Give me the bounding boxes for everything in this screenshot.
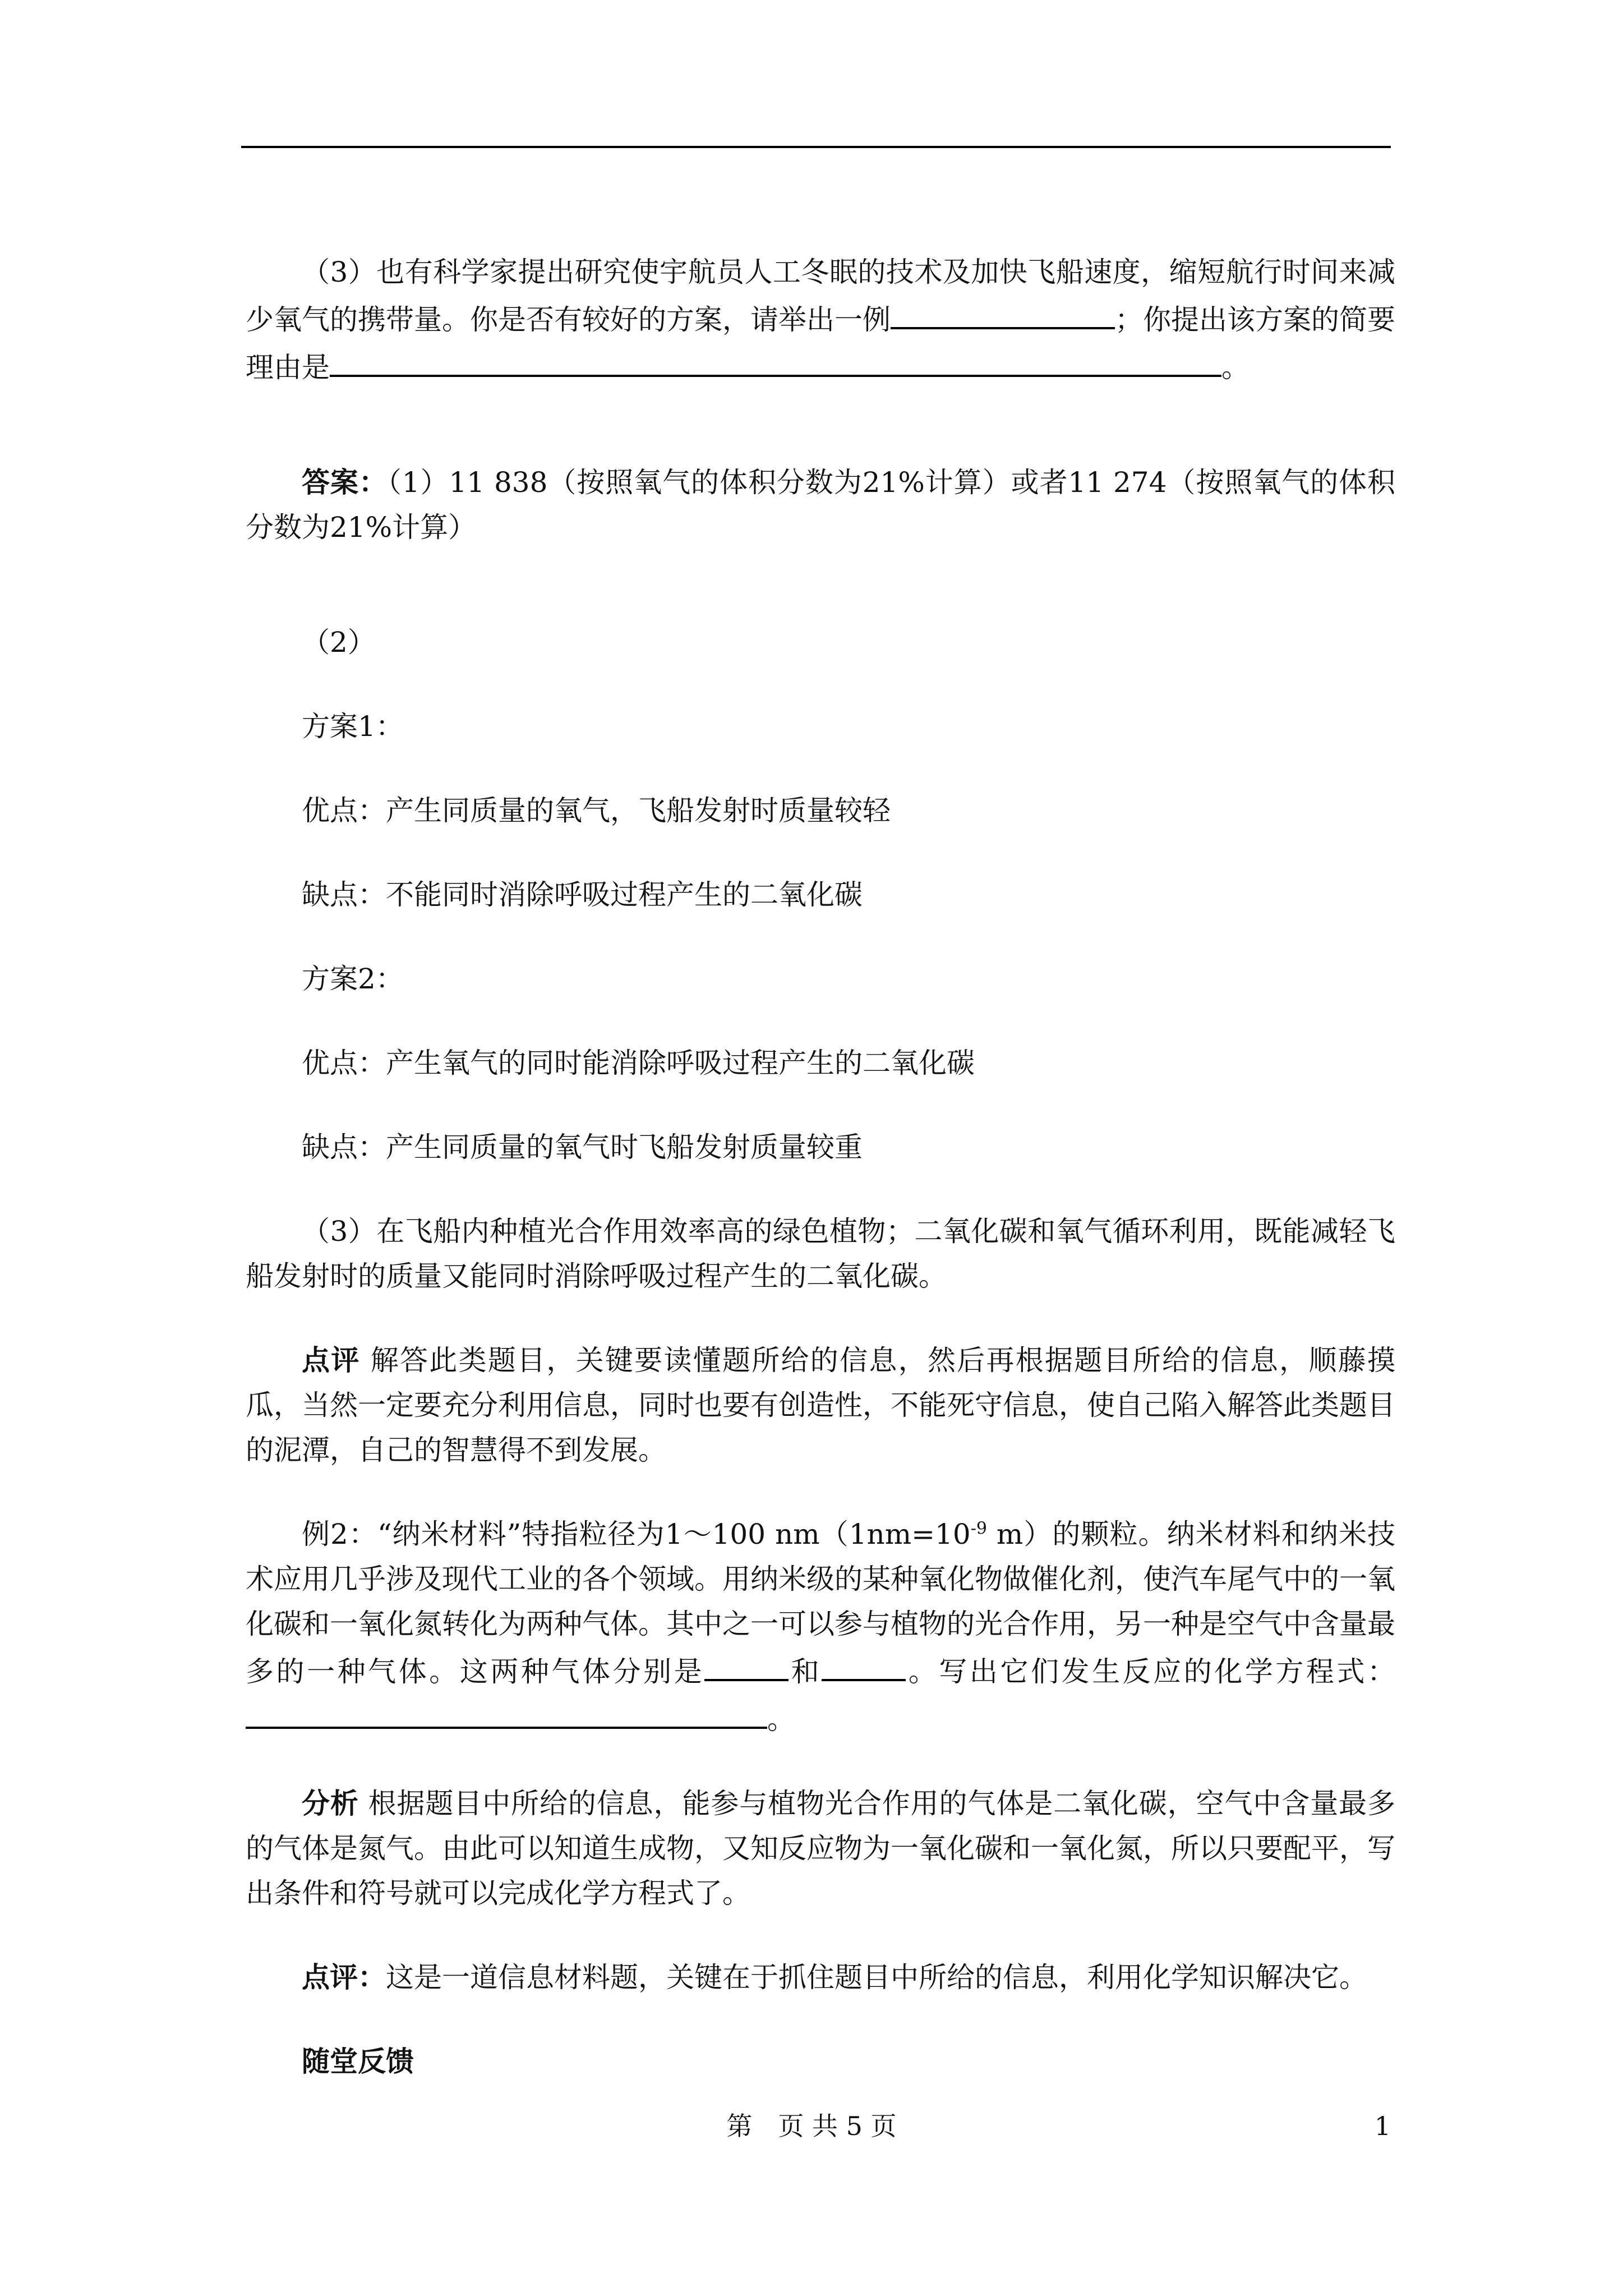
example-2-paragraph [246,1512,1395,1742]
exponent: -9 [970,1519,987,1539]
answer-blank-example [891,295,1115,329]
answer-part2: （2） [302,626,376,659]
answer-part3: （3）在飞船内种植光合作用效率高的绿色植物；二氧化碳和氧气循环利用，既能减轻飞船发射时的质量又能同时消除呼吸过程产生的二氧化碳。 [246,1215,1395,1292]
comment-label-1: 点评 [302,1343,361,1377]
comment-text-1: 解答此类题目，关键要读懂题所给的信息，然后再根据题目所给的信息，顺藤摸瓜，当然一定要充分利用信息，同时也要有创造性，不能死守信息，使自己陷入解答此类题目的泥潭，自己的智慧得不到发展。 [246,1344,1395,1466]
comment-paragraph-2 [246,1955,1395,2000]
header-rule [241,146,1391,148]
example-2-text-b: m）的颗粒。纳米材料和纳米技术应用几乎涉及现代工业的各个领域。用纳米级的某种氧化物做催化剂，使汽车尾气中的一氧化碳和一氧化氮转化为两种气体。其中之一可以参与植物的光合作用，另一种是空气中含量最多的一种气体。这两种气体分别是 [246,1518,1395,1688]
plan1-advantage: 优点：产生同质量的氧气，飞船发射时质量较轻 [302,794,891,827]
plan1-disadvantage: 缺点：不能同时消除呼吸过程产生的二氧化碳 [302,878,863,911]
footer-page-text: 第 页 共 5 页 [726,2111,897,2141]
answer-blank-reason [330,342,1221,377]
question-part3-text-c: 。 [1221,351,1249,384]
answer-blank-gas-2 [822,1646,906,1681]
plan1-title: 方案1： [302,710,404,743]
example-2-text-a: 例2：“纳米材料”特指粒径为1～100 nm（1nm=10 [302,1518,971,1550]
analysis-paragraph [246,1781,1395,1916]
plan2-disadvantage: 缺点：产生同质量的氧气时飞船发射质量较重 [302,1131,863,1163]
question-part3-text-b: ；你提出该方案的简要理由是 [246,303,1395,384]
footer-page-number: 1 [1374,2111,1391,2141]
section-title: 随堂反馈 [302,2045,414,2078]
example-2-text-c: 。写出它们发生反应的化学方程式： [906,1655,1396,1688]
answer-paragraph [246,460,1395,550]
comment-paragraph-1 [246,1338,1395,1473]
plan2-advantage: 优点：产生氧气的同时能消除呼吸过程产生的二氧化碳 [302,1047,975,1079]
question-part3 [246,250,1395,390]
answer-blank-equation [246,1694,767,1729]
answer-blank-gas-1 [704,1646,789,1681]
document-body [246,250,1395,2084]
comment-label-2: 点评： [302,1961,386,1994]
comment-text-2: 这是一道信息材料题，关键在于抓住题目中所给的信息，利用化学知识解决它。 [386,1961,1367,1994]
answer-label: 答案： [302,466,388,499]
answer-text: （1）11 838（按照氧气的体积分数为21%计算）或者11 274（按照氧气的体积分数为21%计算） [246,466,1395,544]
example-2-end: 。 [767,1703,795,1736]
plan2-title: 方案2： [302,963,404,995]
analysis-text: 根据题目中所给的信息，能参与植物光合作用的气体是二氧化碳，空气中含量最多的气体是氮气。由此可以知道生成物，又知反应物为一氧化碳和一氧化氮，所以只要配平，写出条件和符号就可以完成化学方程式了。 [246,1787,1395,1910]
example-2-and: 和 [789,1655,822,1688]
analysis-label: 分析 [302,1787,359,1820]
question-part3-text-a: （3）也有科学家提出研究使宇航员人工冬眠的技术及加快飞船速度，缩短航行时间来减少氧气的携带量。你是否有较好的方案，请举出一例 [246,256,1395,336]
